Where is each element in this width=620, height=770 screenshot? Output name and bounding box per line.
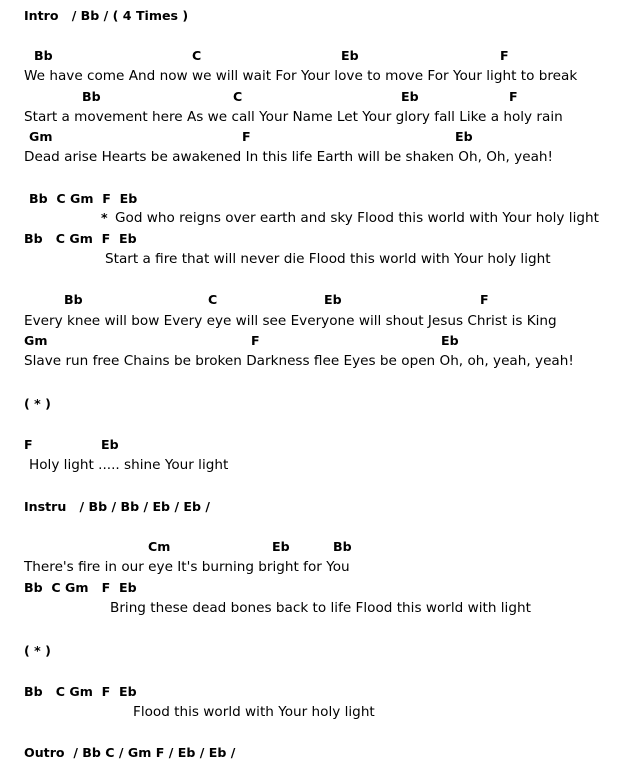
lyric-line: Bring these dead bones back to life Flood this world with light — [110, 600, 531, 616]
lyric-line: Start a fire that will never die Flood this world with Your holy light — [105, 251, 551, 267]
repeat-marker: ( * ) — [24, 643, 51, 658]
chorus-marker: * — [101, 210, 108, 225]
chord-row: Bb C Gm F Eb — [24, 580, 137, 595]
chord-row: Bb C Gm F Eb — [29, 191, 138, 206]
chord: Cm — [148, 539, 171, 554]
chord: F — [509, 89, 518, 104]
chord: F — [480, 292, 489, 307]
repeat-marker: ( * ) — [24, 396, 51, 411]
chord: Eb — [401, 89, 419, 104]
lyric-line: God who reigns over earth and sky Flood this world with Your holy light — [115, 210, 599, 226]
chord: F — [24, 437, 33, 452]
chord: Gm — [29, 129, 53, 144]
chord-row: Bb C Gm F Eb — [24, 684, 137, 699]
chord: C — [192, 48, 202, 63]
chord: Bb — [82, 89, 101, 104]
lyric-line: There's fire in our eye It's burning bright for You — [24, 559, 350, 575]
chord: F — [242, 129, 251, 144]
instrumental-line: Instru / Bb / Bb / Eb / Eb / — [24, 499, 211, 514]
chord: Eb — [272, 539, 290, 554]
lyric-line: Slave run free Chains be broken Darkness flee Eyes be open Oh, oh, yeah, yeah! — [24, 353, 574, 369]
lyric-line: Every knee will bow Every eye will see Everyone will shout Jesus Christ is King — [24, 313, 557, 329]
intro-line: Intro / Bb / ( 4 Times ) — [24, 8, 189, 23]
chord: Eb — [455, 129, 473, 144]
chord: Eb — [341, 48, 359, 63]
chord: F — [500, 48, 509, 63]
chord: Eb — [324, 292, 342, 307]
chord: Gm — [24, 333, 48, 348]
chord: C — [208, 292, 218, 307]
outro-line: Outro / Bb C / Gm F / Eb / Eb / — [24, 745, 236, 760]
chord-row: Bb C Gm F Eb — [24, 231, 137, 246]
lyric-line: Holy light ..... shine Your light — [29, 457, 229, 473]
chord: Bb — [34, 48, 53, 63]
chord: C — [233, 89, 243, 104]
chord: Bb — [333, 539, 352, 554]
chord: F — [251, 333, 260, 348]
lyric-line: Start a movement here As we call Your Name Let Your glory fall Like a holy rain — [24, 109, 563, 125]
chord: Eb — [101, 437, 119, 452]
lyric-line: Flood this world with Your holy light — [133, 704, 375, 720]
chord: Bb — [64, 292, 83, 307]
chord: Eb — [441, 333, 459, 348]
lyric-line: Dead arise Hearts be awakened In this life Earth will be shaken Oh, Oh, yeah! — [24, 149, 553, 165]
lyric-line: We have come And now we will wait For Your love to move For Your light to break — [24, 68, 578, 84]
